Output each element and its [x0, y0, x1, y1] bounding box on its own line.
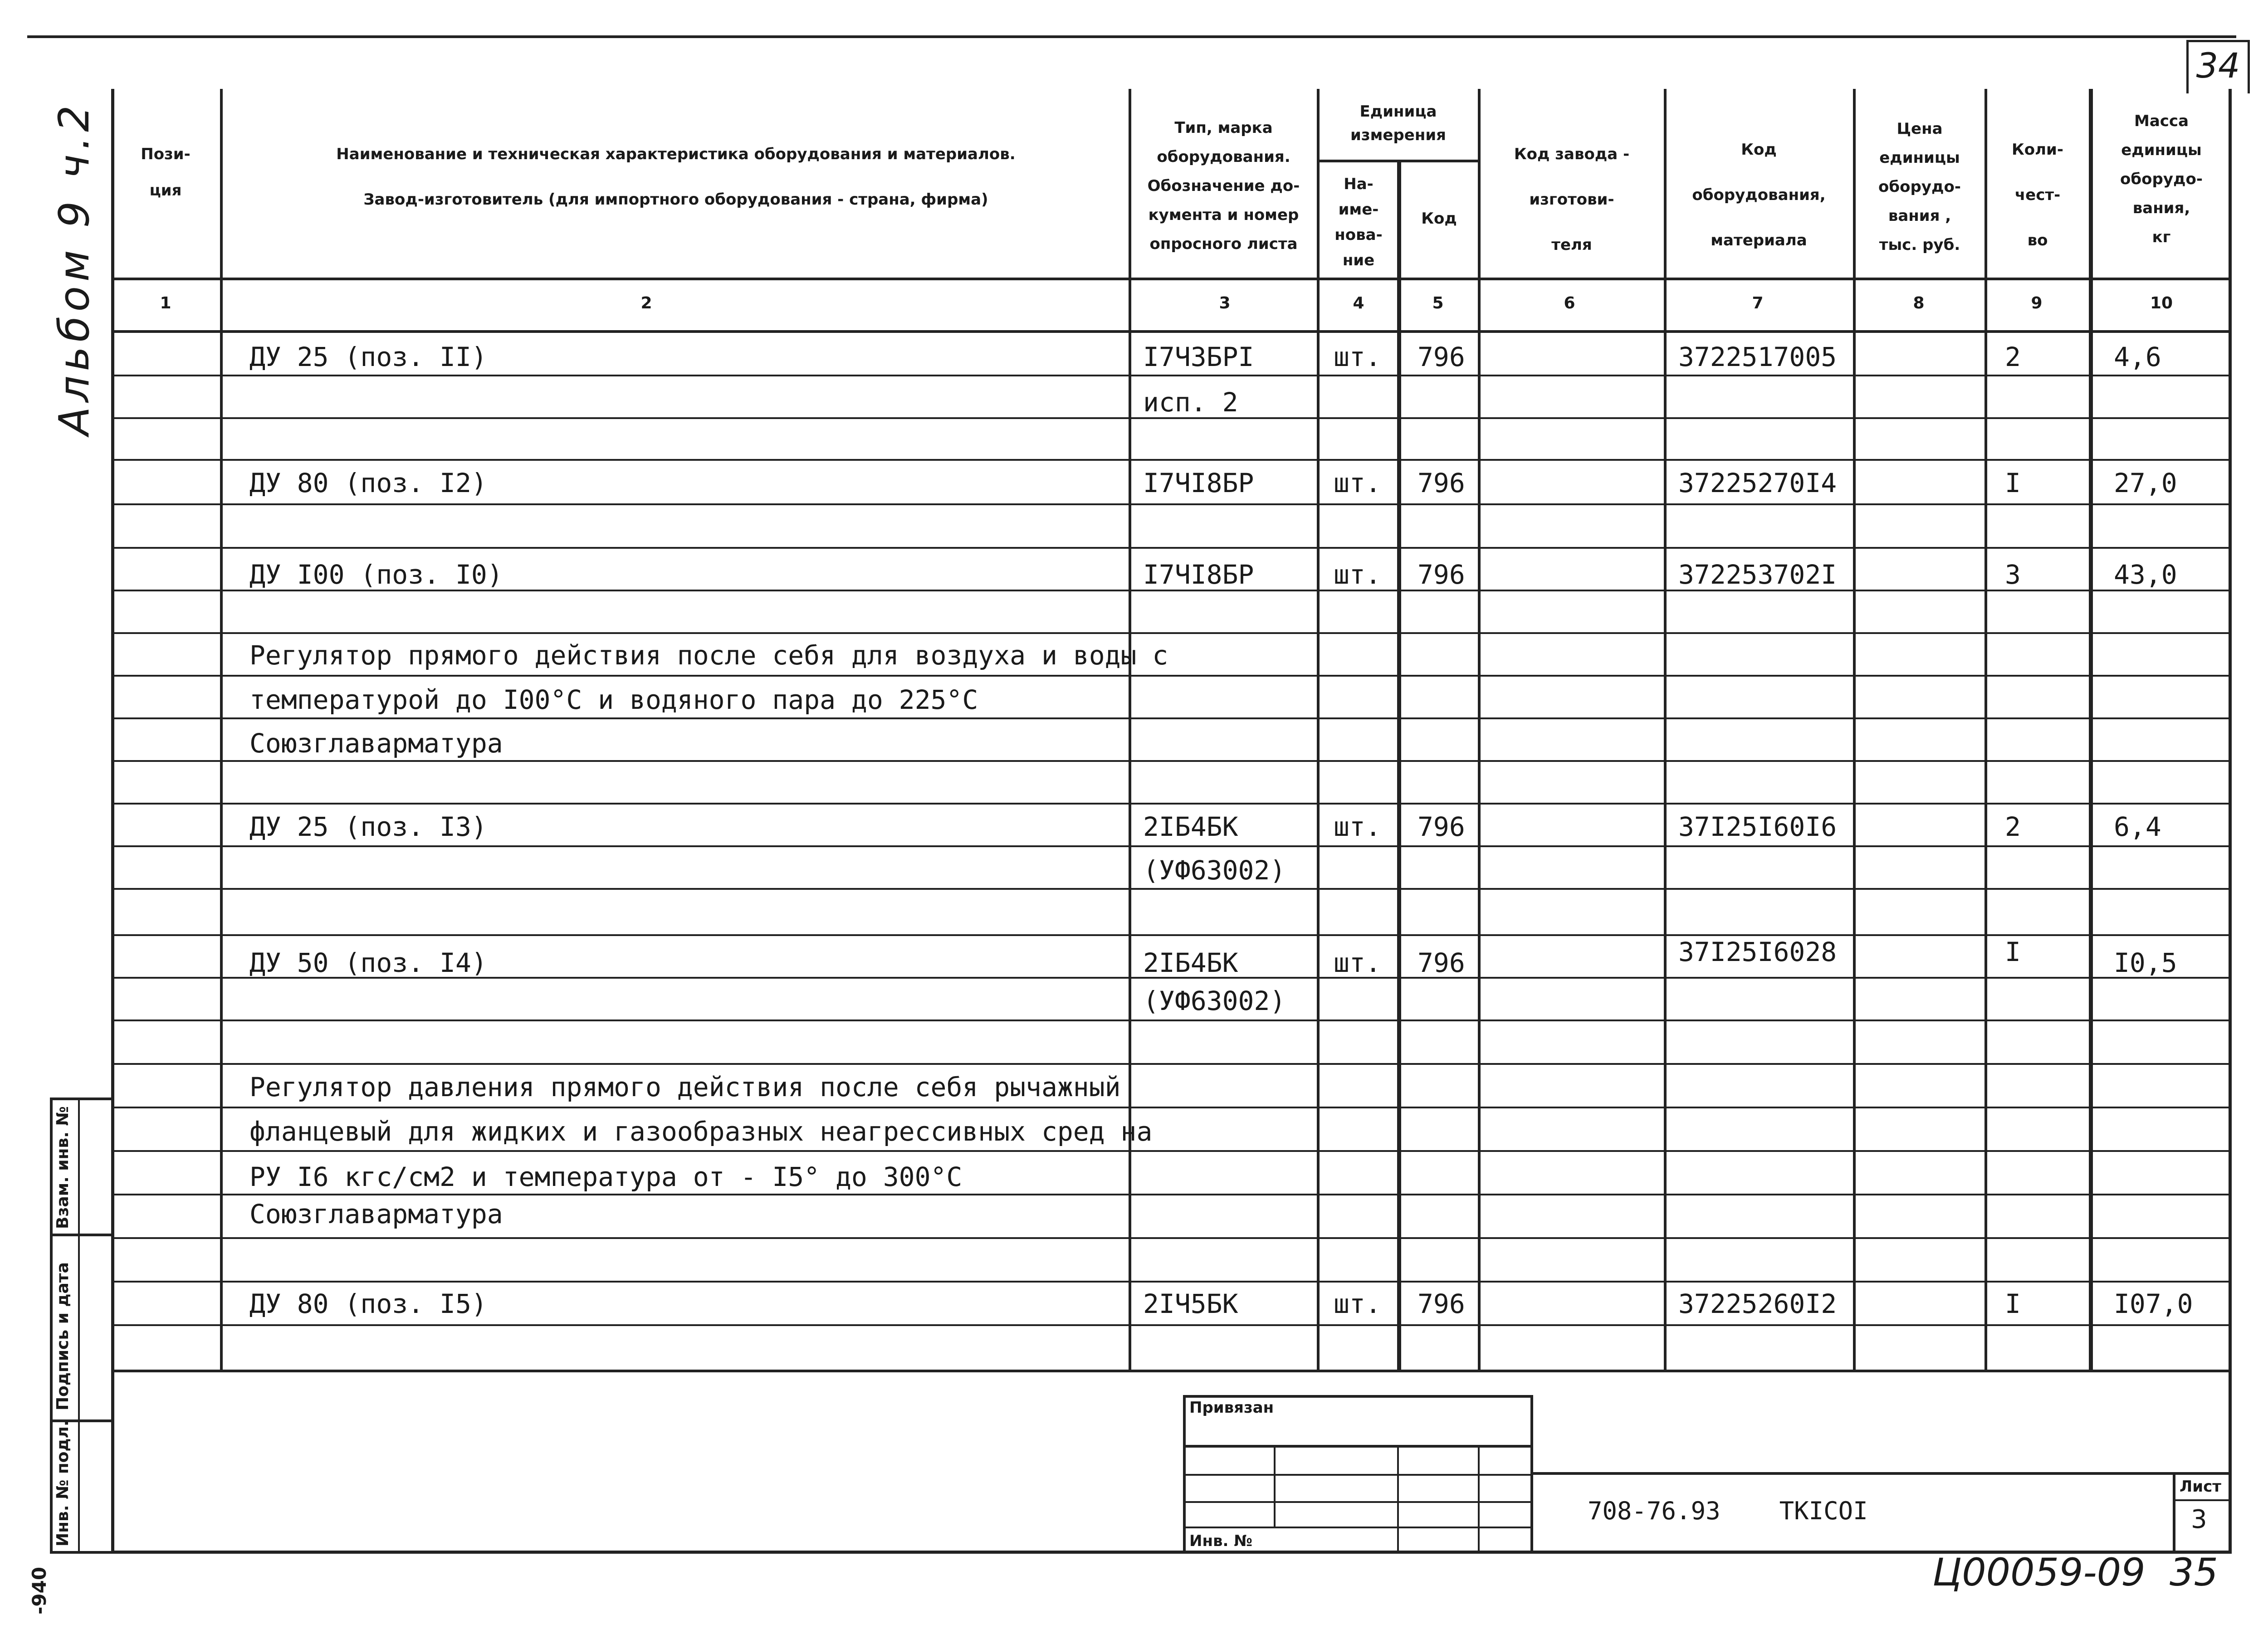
row-unit-code: 796 — [1418, 341, 1465, 372]
row-line — [111, 934, 2232, 936]
col-line — [1664, 89, 1667, 1372]
album-label: Альбом 9 ч.2 — [50, 101, 98, 435]
row-mass: I07,0 — [2114, 1288, 2193, 1319]
attached-label: Привязан — [1189, 1399, 1274, 1417]
row-name: ДУ 80 (поз. I5) — [249, 1288, 487, 1319]
header-bottom-line — [111, 278, 2232, 280]
row-unit: шт. — [1334, 811, 1381, 842]
row-name: фланцевый для жидких и газообразных неагрессивных сред на — [249, 1116, 1153, 1147]
top-border-line — [27, 35, 2236, 38]
sheet-box-line — [2173, 1499, 2232, 1501]
row-type: 2IБ4БК — [1143, 811, 1238, 842]
sheet-corner-number: 34 — [2196, 45, 2240, 86]
row-name: Регулятор давления прямого действия после себя рычажный — [249, 1072, 1121, 1102]
row-line — [111, 803, 2232, 805]
row-type: (УФ63002) — [1143, 855, 1286, 886]
row-line — [111, 845, 2232, 847]
row-name: РУ I6 кгс/см2 и температура от - I5° до 300°С — [249, 1161, 963, 1192]
column-number: 9 — [2031, 294, 2043, 312]
row-mass: 4,6 — [2114, 341, 2161, 372]
row-type: 2IЧ5БК — [1143, 1288, 1238, 1319]
column-number: 7 — [1752, 294, 1764, 312]
col-line — [1984, 89, 1987, 1372]
row-qty: 2 — [2005, 811, 2021, 842]
row-qty: I — [2005, 468, 2021, 498]
side-stamp-line — [50, 1234, 111, 1236]
inventory-label: Инв. № — [1189, 1532, 1253, 1550]
document-code: 708-76.93 TKICOI — [1588, 1497, 1868, 1525]
colnum-bottom-line — [111, 330, 2232, 333]
title-block-line — [1533, 1472, 2232, 1475]
row-qty: I — [2005, 937, 2021, 967]
table-body-bottom — [111, 1370, 2232, 1372]
row-line — [111, 760, 2232, 762]
row-line — [111, 1019, 2232, 1021]
attached-stamp-line — [1183, 1527, 1533, 1528]
attached-stamp-col — [1478, 1445, 1480, 1554]
row-line — [111, 375, 2232, 376]
row-type: 2IБ4БК — [1143, 947, 1238, 978]
handwritten-archive-number: Ц00059-09 35 — [1932, 1550, 2218, 1595]
row-mass: 43,0 — [2114, 559, 2177, 590]
attached-stamp-line — [1183, 1445, 1533, 1448]
header-quantity: Коли- чест- во — [2012, 141, 2063, 249]
attached-stamp-line — [1183, 1501, 1533, 1503]
row-name: ДУ 50 (поз. I4) — [249, 947, 487, 978]
row-name: ДУ 25 (поз. I3) — [249, 811, 487, 842]
row-line — [111, 459, 2232, 461]
column-number: 2 — [640, 294, 652, 312]
row-line — [111, 503, 2232, 505]
row-type: I7Ч3БРI — [1143, 341, 1254, 372]
row-name: Союзглавармат​ура — [249, 728, 503, 759]
header-unit-name: На- име- нова- ние — [1334, 175, 1383, 269]
row-unit: шт. — [1334, 341, 1381, 372]
row-line — [111, 1324, 2232, 1326]
row-qty: I — [2005, 1288, 2021, 1319]
row-line — [111, 1150, 2232, 1152]
column-number: 6 — [1564, 294, 1575, 312]
row-line — [111, 1107, 2232, 1108]
row-mass: I0,5 — [2114, 947, 2177, 978]
column-number: 3 — [1219, 294, 1231, 312]
row-code: 37225270I4 — [1678, 468, 1837, 498]
attached-stamp-col — [1274, 1445, 1276, 1527]
row-line — [111, 1281, 2232, 1283]
bottom-left-mark: -940 — [28, 1566, 50, 1614]
row-code: 372253702I — [1678, 559, 1837, 590]
row-unit-code: 796 — [1418, 811, 1465, 842]
col-line — [1397, 161, 1401, 1372]
row-line — [111, 1063, 2232, 1065]
row-name: ДУ 25 (поз. II) — [249, 341, 487, 372]
column-number: 1 — [160, 294, 171, 312]
column-number: 4 — [1353, 294, 1364, 312]
row-unit-code: 796 — [1418, 559, 1465, 590]
attached-stamp-col — [1397, 1445, 1399, 1554]
row-name: Союзглавармат​ура — [249, 1199, 503, 1229]
attached-stamp-line — [1183, 1474, 1533, 1476]
col-line — [1317, 89, 1320, 1372]
col-line — [220, 89, 223, 1372]
row-qty: 2 — [2005, 341, 2021, 372]
row-line — [111, 1237, 2232, 1239]
row-unit-code: 796 — [1418, 468, 1465, 498]
header-factory-code: Код завода - изготови- теля — [1514, 145, 1630, 254]
row-unit: шт. — [1334, 947, 1381, 978]
row-code: 37I25I60I6 — [1678, 811, 1837, 842]
row-code: 372251700​5 — [1678, 341, 1837, 372]
col-line — [1129, 89, 1131, 1372]
side-stamp-inner-line — [78, 1097, 80, 1554]
header-name: Наименование и техническая характеристика оборудования и материалов. Завод-изготовитель (для импортного оборудования - страна, фирма) — [336, 145, 1016, 209]
side-stamp-signature-date: Подпись и дата — [54, 1262, 72, 1410]
sheet-value: 3 — [2191, 1505, 2207, 1534]
row-line — [111, 675, 2232, 677]
row-name: ДУ 80 (поз. I2) — [249, 468, 487, 498]
row-line — [111, 717, 2232, 719]
row-unit: шт. — [1334, 468, 1381, 498]
side-stamp-original-inv: Инв. № подл. — [54, 1420, 72, 1546]
header-mass: Масса единицы оборудо- вания, кг — [2120, 112, 2203, 246]
row-type: I7ЧI8БР — [1143, 468, 1254, 498]
row-line — [111, 888, 2232, 890]
header-equipment-code: Код оборудования, материала — [1692, 141, 1826, 249]
row-mass: 27,0 — [2114, 468, 2177, 498]
column-number: 5 — [1432, 294, 1444, 312]
side-stamp-replaced-inv: Взам. инв. № — [54, 1106, 72, 1229]
row-type: исп. 2 — [1143, 387, 1238, 418]
row-code: 37I25I6028 — [1678, 937, 1837, 967]
header-position: Пози- ция — [141, 145, 191, 200]
col-line — [1478, 89, 1481, 1372]
row-mass: 6,4 — [2114, 811, 2161, 842]
row-code: 37225260I2 — [1678, 1288, 1837, 1319]
column-number: 8 — [1913, 294, 1925, 312]
row-line — [111, 547, 2232, 549]
column-number: 10 — [2150, 294, 2173, 312]
header-type: Тип, марка оборудования. Обозначение до- кумента и номер опросного листа — [1147, 119, 1300, 253]
row-name: Регулятор прямого действия после себя для воздуха и воды с — [249, 640, 1168, 671]
unit-subheader-line — [1317, 160, 1478, 162]
row-name: ДУ I00 (поз. I0) — [249, 559, 503, 590]
row-line — [111, 1194, 2232, 1195]
row-type: (УФ63002) — [1143, 985, 1286, 1016]
row-unit-code: 796 — [1418, 947, 1465, 978]
header-unit-code: Код — [1421, 210, 1457, 228]
sheet-label: Лист — [2180, 1478, 2221, 1496]
row-unit: шт. — [1334, 1288, 1381, 1319]
row-qty: 3 — [2005, 559, 2021, 590]
header-price: Цена единицы оборудо- вания , тыс. руб. — [1878, 120, 1961, 254]
row-line — [111, 632, 2232, 634]
row-unit: шт. — [1334, 559, 1381, 590]
header-unit-group: Единица измерения — [1350, 102, 1446, 144]
row-type: I7ЧI8БР — [1143, 559, 1254, 590]
row-unit-code: 796 — [1418, 1288, 1465, 1319]
col-line — [2089, 89, 2093, 1372]
row-name: температурой до I00°С и водяного пара до 225°С — [249, 684, 978, 715]
col-line — [1853, 89, 1856, 1372]
